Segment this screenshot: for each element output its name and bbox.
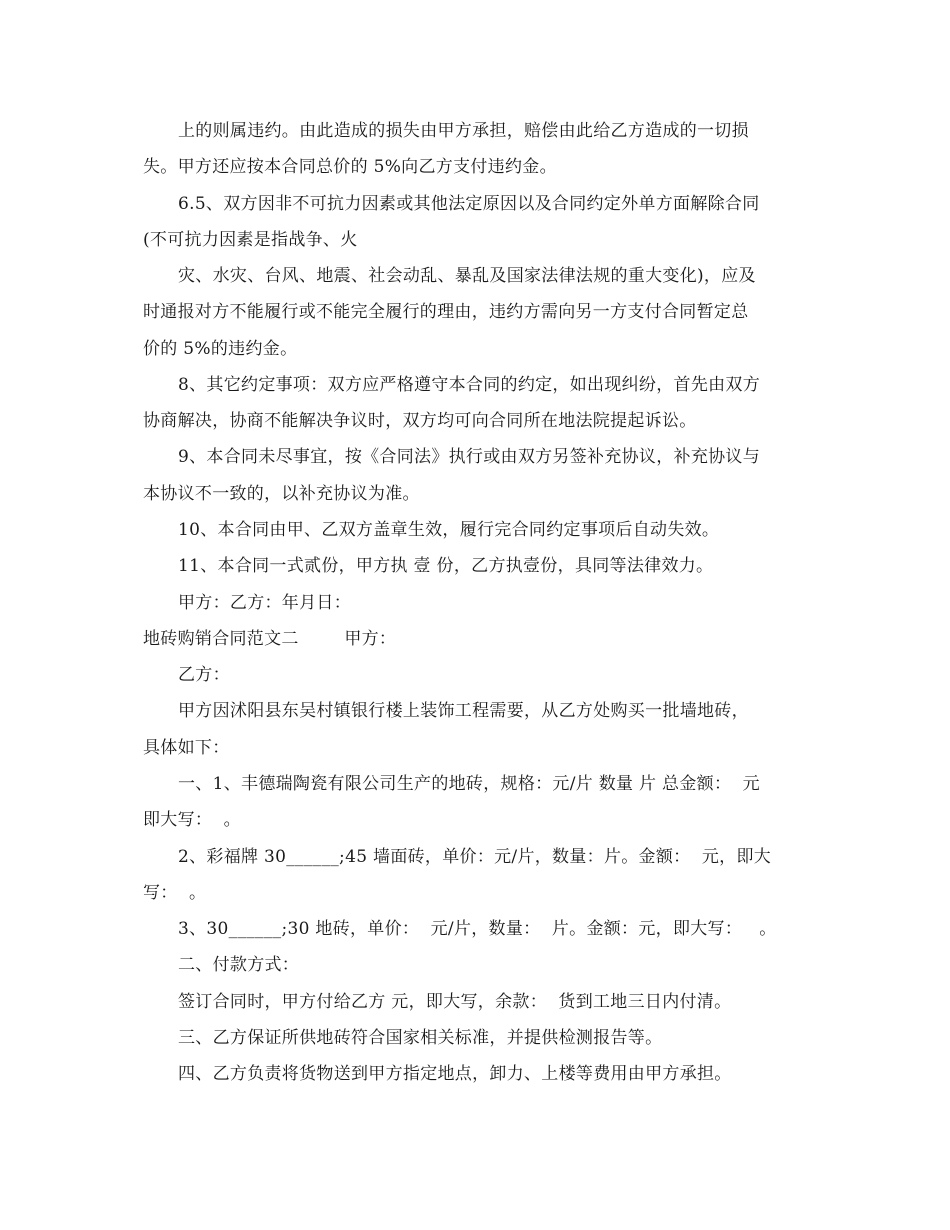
text-line: 11、本合同一式贰份，甲方执 壹 份，乙方执壹份，具同等法律效力。	[178, 556, 714, 576]
text-line: 时通报对方不能履行或不能完全履行的理由，违约方需向另一方支付合同暂定总	[143, 302, 749, 322]
text-line: 即大写： 。	[143, 810, 241, 830]
text-line: (不可抗力因素是指战争、火	[143, 230, 358, 250]
text-line: 灾、水灾、台风、地震、社会动乱、暴乱及国家法律法规的重大变化)，应及	[178, 266, 756, 286]
text-line: 甲方：乙方：年月日：	[178, 593, 351, 613]
text-line: 一、1、丰德瑞陶瓷有限公司生产的地砖，规格：元/片 数量 片 总金额： 元	[178, 774, 760, 794]
text-line: 价的 5%的违约金。	[143, 339, 298, 359]
text-line: 2、彩福牌 30______;45 墙面砖，单价：元/片，数量：片。金额： 元，即大	[178, 847, 772, 867]
text-line: 9、本合同未尽事宜，按《合同法》执行或由双方另签补充协议，补充协议与	[178, 447, 761, 467]
text-line: 本协议不一致的，以补充协议为准。	[143, 484, 420, 504]
text-line: 6.5、双方因非不可抗力因素或其他法定原因以及合同约定外单方面解除合同	[178, 194, 760, 214]
text-line: 二、付款方式：	[178, 955, 300, 975]
text-line: 甲方因沭阳县东吴村镇银行楼上装饰工程需要，从乙方处购买一批墙地砖，	[178, 701, 749, 721]
text-line: 3、30______;30 地砖，单价： 元/片，数量： 片。金额：元，即大写： 。	[178, 919, 777, 939]
section-heading: 地砖购销合同范文二 甲方：	[143, 629, 397, 649]
text-line: 上的则属违约。由此造成的损失由甲方承担，赔偿由此给乙方造成的一切损	[178, 121, 749, 141]
text-line: 8、其它约定事项：双方应严格遵守本合同的约定，如出现纠纷，首先由双方	[178, 375, 761, 395]
text-line: 10、本合同由甲、乙双方盖章生效，履行完合同约定事项后自动失效。	[178, 520, 720, 540]
text-line: 写： 。	[143, 883, 207, 903]
text-line: 失。甲方还应按本合同总价的 5%向乙方支付违约金。	[143, 157, 557, 177]
text-line: 三、乙方保证所供地砖符合国家相关标准，并提供检测报告等。	[178, 1028, 663, 1048]
text-line: 具体如下：	[143, 738, 230, 758]
text-line: 乙方：	[178, 665, 230, 685]
text-line: 四、乙方负责将货物送到甲方指定地点，卸力、上楼等费用由甲方承担。	[178, 1064, 732, 1084]
text-line: 签订合同时，甲方付给乙方 元，即大写，余款： 货到工地三日内付清。	[178, 992, 732, 1012]
text-line: 协商解决，协商不能解决争议时，双方均可向合同所在地法院提起诉讼。	[143, 411, 697, 431]
